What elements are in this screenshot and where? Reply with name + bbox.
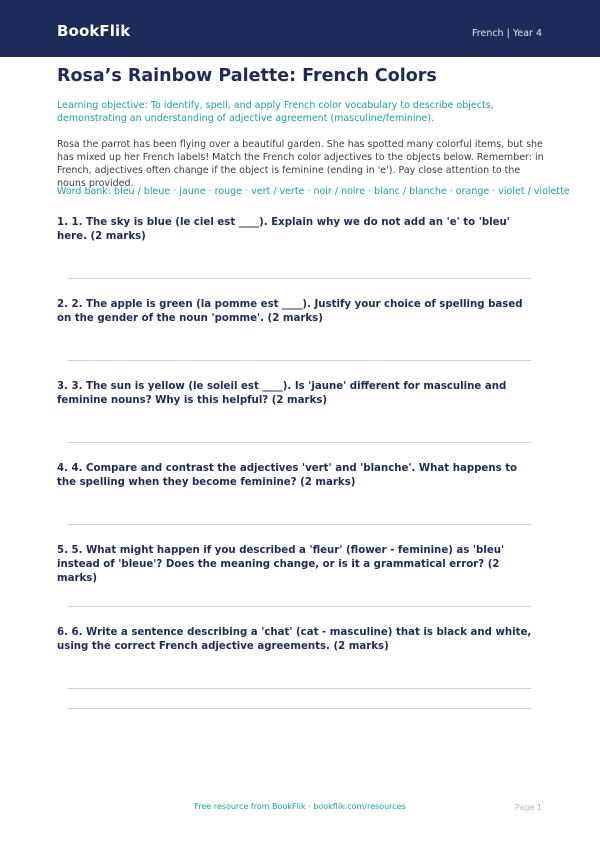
question-5: 5. 5. What might happen if you described a 'fleur' (flower - feminine) as 'bleu' instead of 'bleue'? Does the meaning change, or is it a grammatical error? (2 marks): [57, 545, 505, 584]
answer-line[interactable]: [68, 360, 531, 361]
question-2: 2. 2. The apple is green (la pomme est ____). Justify your choice of spelling based on the gender of the noun 'pomme'. (2 marks): [57, 299, 523, 324]
learning-objective: Learning objective: To identify, spell, and apply French color vocabulary to describe objects, demonstrating an understanding of adjective agreement (masculine/feminine).: [57, 100, 494, 124]
answer-line[interactable]: [68, 442, 531, 443]
answer-line[interactable]: [68, 606, 531, 607]
page-number: Page 1: [515, 803, 542, 812]
question-1: 1. 1. The sky is blue (le ciel est ____). Explain why we do not add an 'e' to 'bleu' here. (2 marks): [57, 217, 510, 242]
answer-line[interactable]: [68, 278, 531, 279]
worksheet-title: Rosa’s Rainbow Palette: French Colors: [57, 66, 437, 86]
question-4: 4. 4. Compare and contrast the adjectives 'vert' and 'blanche'. What happens to the spelling when they become feminine? (2 marks): [57, 463, 518, 488]
answer-line[interactable]: [68, 708, 531, 709]
word-bank: Word bank: bleu / bleue · jaune · rouge · vert / verte · noir / noire · blanc / blanche · orange · violet / violette: [57, 186, 570, 197]
question-6: 6. 6. Write a sentence describing a 'chat' (cat - masculine) that is black and white, using the correct French adjective agreements. (2 marks): [57, 627, 532, 652]
question-3: 3. 3. The sun is yellow (le soleil est ____). Is 'jaune' different for masculine and feminine nouns? Why is this helpful? (2 marks): [57, 381, 507, 406]
intro-text: Rosa the parrot has been flying over a beautiful garden. She has spotted many colorful items, but she has mixed up her French labels! Match the French color adjectives to the objects below. Remember: in French, adjectives often change if the object is feminine (ending in 'e'). Pay close attention to the nouns provided.: [57, 139, 544, 189]
footer-credit[interactable]: Free resource from BookFlik · bookflik.com/resources: [194, 802, 406, 811]
answer-line[interactable]: [68, 688, 531, 689]
page-header: [0, 0, 600, 57]
answer-line[interactable]: [68, 524, 531, 525]
course-label: French | Year 4: [472, 28, 542, 39]
brand-logo[interactable]: BookFlik: [57, 22, 131, 40]
